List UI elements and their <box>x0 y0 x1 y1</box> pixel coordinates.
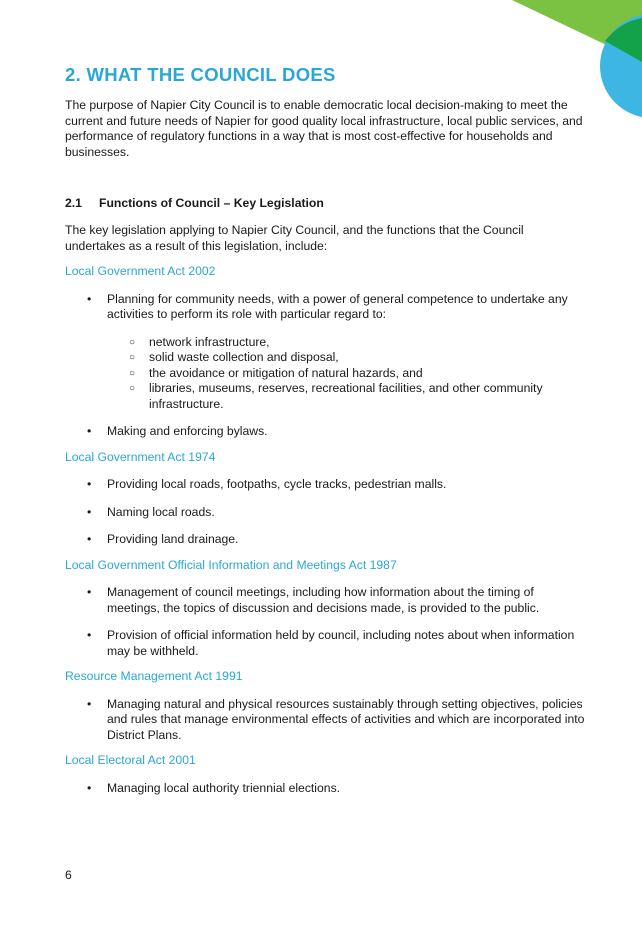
act-items-lgoima-1987 <box>65 585 585 659</box>
list-item: • Management of council meetings, including how information about the timing of meetings, the topics of discussion and decisions made, is provided to the public. <box>65 585 585 616</box>
act-items-lea-2001 <box>65 781 585 797</box>
sub-list-item: ○ network infrastructure, <box>107 335 585 351</box>
sub-list-item: ○ the avoidance or mitigation of natural hazards, and <box>107 366 585 382</box>
sub-list-item: ○ libraries, museums, reserves, recreational facilities, and other community infrastructure. <box>107 381 585 412</box>
sub-list <box>107 335 585 413</box>
act-title-lea-2001: Local Electoral Act 2001 <box>65 753 196 767</box>
list-item: • Naming local roads. <box>65 505 585 521</box>
section-number: 2.1 <box>65 196 82 210</box>
section-heading <box>65 196 324 210</box>
page-number: 6 <box>65 868 72 882</box>
act-title-lga-2002: Local Government Act 2002 <box>65 264 216 278</box>
lead-paragraph: The key legislation applying to Napier City Council, and the functions that the Council undertakes as a result of this legislation, include: <box>65 223 524 253</box>
act-items-lga-1974 <box>65 477 585 548</box>
section-title: Functions of Council – Key Legislation <box>99 196 324 210</box>
page-heading: 2. WHAT THE COUNCIL DOES <box>65 64 336 85</box>
act-title-lga-1974: Local Government Act 1974 <box>65 449 216 464</box>
list-item: • Provision of official information held by council, including notes about when information may be withheld. <box>65 628 585 659</box>
list-item: • Managing local authority triennial elections. <box>65 781 585 797</box>
list-item <box>65 292 585 413</box>
act-items-lga-2002 <box>65 292 585 440</box>
act-title-rma-1991: Resource Management Act 1991 <box>65 669 243 683</box>
list-item-text: Planning for community needs, with a power of general competence to undertake any activities to perform its role with particular regard to: <box>107 291 568 321</box>
sub-list-item: ○ solid waste collection and disposal, <box>107 350 585 366</box>
intro-paragraph: The purpose of Napier City Council is to enable democratic local decision-making to meet the current and future needs of Napier for good quality local infrastructure, local public services, and performance of regulatory functions in a way that is most cost-effective for households and businesses. <box>65 98 583 159</box>
list-item: • Making and enforcing bylaws. <box>65 424 585 440</box>
list-item: • Providing local roads, footpaths, cycle tracks, pedestrian malls. <box>65 477 585 493</box>
act-items-rma-1991 <box>65 697 585 744</box>
list-item: • Providing land drainage. <box>65 532 585 548</box>
act-title-lgoima-1987: Local Government Official Information and Meetings Act 1987 <box>65 557 397 572</box>
list-item: • Managing natural and physical resources sustainably through setting objectives, policies and rules that manage environmental effects of activities and which are incorporated into District Plans. <box>65 697 585 744</box>
legislation-list <box>65 264 585 796</box>
